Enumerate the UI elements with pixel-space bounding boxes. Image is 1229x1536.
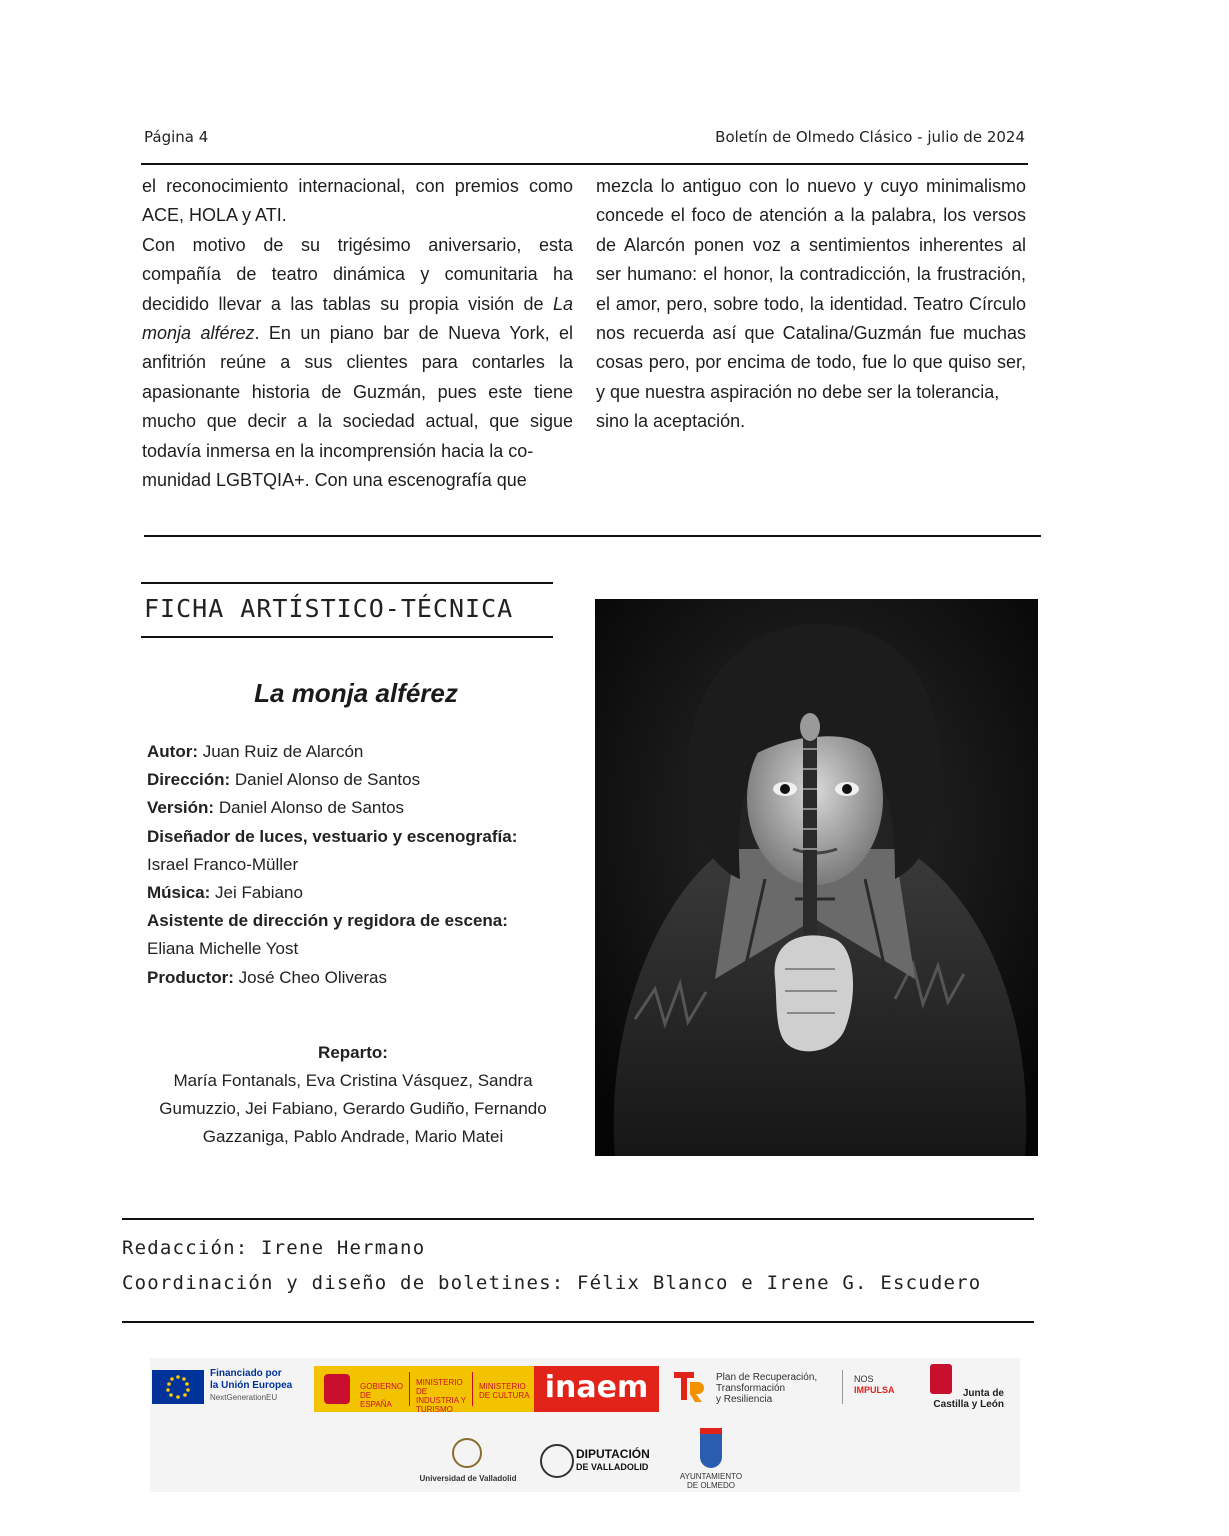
olmedo-shield-icon xyxy=(700,1428,722,1468)
reparto-line: Gazzaniga, Pablo Andrade, Mario Matei xyxy=(202,1127,504,1146)
credit-row xyxy=(147,879,577,907)
diputacion-text: DIPUTACIÓN DE VALLADOLID xyxy=(576,1447,650,1472)
article-right-column xyxy=(596,172,1026,437)
credit-row xyxy=(147,935,577,963)
reparto-line: Gumuzzio, Jei Fabiano, Gerardo Gudiño, Fernando xyxy=(159,1099,547,1118)
credit-row xyxy=(147,823,577,851)
article-paragraph: Con motivo de su trigésimo aniversario, esta compañía de teatro dinámica y comunitaria ha decidido llevar a las tablas su propia visión de La monja alférez. En un piano bar de Nueva York, el anfitrión reúne a sus clientes para contarles la apasionante historia de Guzmán, pues este tiene mucho que decir a la sociedad actual, que sigue todavía inmersa en la incomprensión hacia la co- xyxy=(142,234,573,461)
credits-list xyxy=(147,738,577,992)
uva-seal-icon xyxy=(452,1438,482,1468)
credit-row xyxy=(147,738,577,766)
nos-impulsa-logo: NOS IMPULSA xyxy=(854,1374,895,1395)
credit-label: Diseñador de luces, vestuario y escenografía: xyxy=(147,826,518,846)
credit-row xyxy=(147,851,577,879)
ficha-bottom-rule xyxy=(141,636,553,638)
reparto-line: María Fontanals, Eva Cristina Vásquez, Sandra xyxy=(173,1071,533,1090)
credit-row xyxy=(147,794,577,822)
credit-value: Israel Franco-Müller xyxy=(147,854,299,874)
junta-text: Junta de Castilla y León xyxy=(933,1388,1004,1410)
credit-label: Versión: xyxy=(147,798,215,818)
credit-row xyxy=(147,766,577,794)
eu-text: Financiado por la Unión Europea NextGenerationEU xyxy=(210,1368,293,1402)
credit-label: Asistente de dirección y regidora de escena: xyxy=(147,911,508,931)
coordinacion-line: Coordinación y diseño de boletines: Félix Blanco e Irene G. Escudero xyxy=(122,1272,982,1294)
eu-flag-icon xyxy=(152,1370,204,1404)
credit-value: Daniel Alonso de Santos xyxy=(214,798,405,818)
credit-label: Música: xyxy=(147,883,211,903)
reparto-block xyxy=(141,1039,565,1151)
inaem-logo: inaem xyxy=(534,1366,659,1412)
article-paragraph: mezcla lo antiguo con lo nuevo y cuyo minimalismo concede el foco de atención a la palabra, los versos de Alarcón ponen voz a sentimientos inherentes al ser humano: el honor, la contradicción, la frustración, el amor, pero, sobre todo, la identidad. Teatro Círculo nos recuerda así que Catalina/Guzmán fue muchas cosas pero, por encima de todo, fue lo que quiso ser, y que nuestra aspiración no debe ser la tolerancia, xyxy=(596,176,1026,402)
footer-bottom-rule xyxy=(122,1321,1034,1323)
portrait-illustration xyxy=(595,599,1038,1156)
sponsor-logos: Financiado por la Unión Europea NextGenerationEU GOBIERNO DE ESPAÑA MINISTERIO DE INDUSTRIA Y TURISMO MINISTERIO DE CULTURA inaem Plan de Recuperación, Transformación y Resiliencia NOS IMPULSA Junta de Castilla y León Universidad de Valladolid DIPUTACIÓN DE VALLADOLID AYUNTAMIENTO DE OLMEDO xyxy=(150,1358,1020,1492)
ficha-top-rule xyxy=(141,582,553,584)
reparto-label: Reparto: xyxy=(318,1043,388,1062)
credit-label: Dirección: xyxy=(147,770,231,790)
footer-top-rule xyxy=(122,1218,1034,1220)
article-paragraph: munidad LGBTQIA+. Con una escenografía que xyxy=(142,470,527,491)
plan-recuperacion-icon xyxy=(672,1368,706,1402)
credit-row xyxy=(147,907,577,935)
credit-value: Juan Ruiz de Alarcón xyxy=(197,742,364,761)
play-title: La monja alférez xyxy=(254,678,458,708)
credit-label: Autor: xyxy=(147,742,198,761)
page-number: Página 4 xyxy=(144,128,209,146)
bulletin-title: Boletín de Olmedo Clásico - julio de 2024 xyxy=(715,128,1025,146)
credit-value: Eliana Michelle Yost xyxy=(147,939,299,959)
article-left-column xyxy=(142,172,573,495)
credit-value: Jei Fabiano xyxy=(210,883,303,903)
credit-row xyxy=(147,964,577,992)
gobierno-logo: GOBIERNO DE ESPAÑA MINISTERIO DE INDUSTRIA Y TURISMO MINISTERIO DE CULTURA xyxy=(314,1366,534,1412)
play-title-inline: La monja alférez xyxy=(142,293,573,344)
portrait-photo xyxy=(595,599,1038,1156)
article-paragraph: el reconocimiento internacional, con premios como ACE, HOLA y ATI. xyxy=(142,176,573,226)
redaccion-line: Redacción: Irene Hermano xyxy=(122,1237,426,1259)
header-rule xyxy=(141,163,1028,165)
credit-value: José Cheo Oliveras xyxy=(233,967,387,987)
plan-text: Plan de Recuperación, Transformación y Resiliencia xyxy=(716,1372,818,1405)
diputacion-seal-icon xyxy=(540,1444,574,1478)
ficha-heading: FICHA ARTÍSTICO-TÉCNICA xyxy=(144,594,514,623)
article-paragraph: sino la aceptación. xyxy=(596,411,746,432)
section-rule xyxy=(144,535,1041,537)
credit-label: Productor: xyxy=(147,967,234,987)
credit-value: Daniel Alonso de Santos xyxy=(230,770,421,790)
coat-of-arms-icon xyxy=(324,1374,350,1404)
ayuntamiento-text: AYUNTAMIENTO DE OLMEDO xyxy=(679,1472,743,1490)
